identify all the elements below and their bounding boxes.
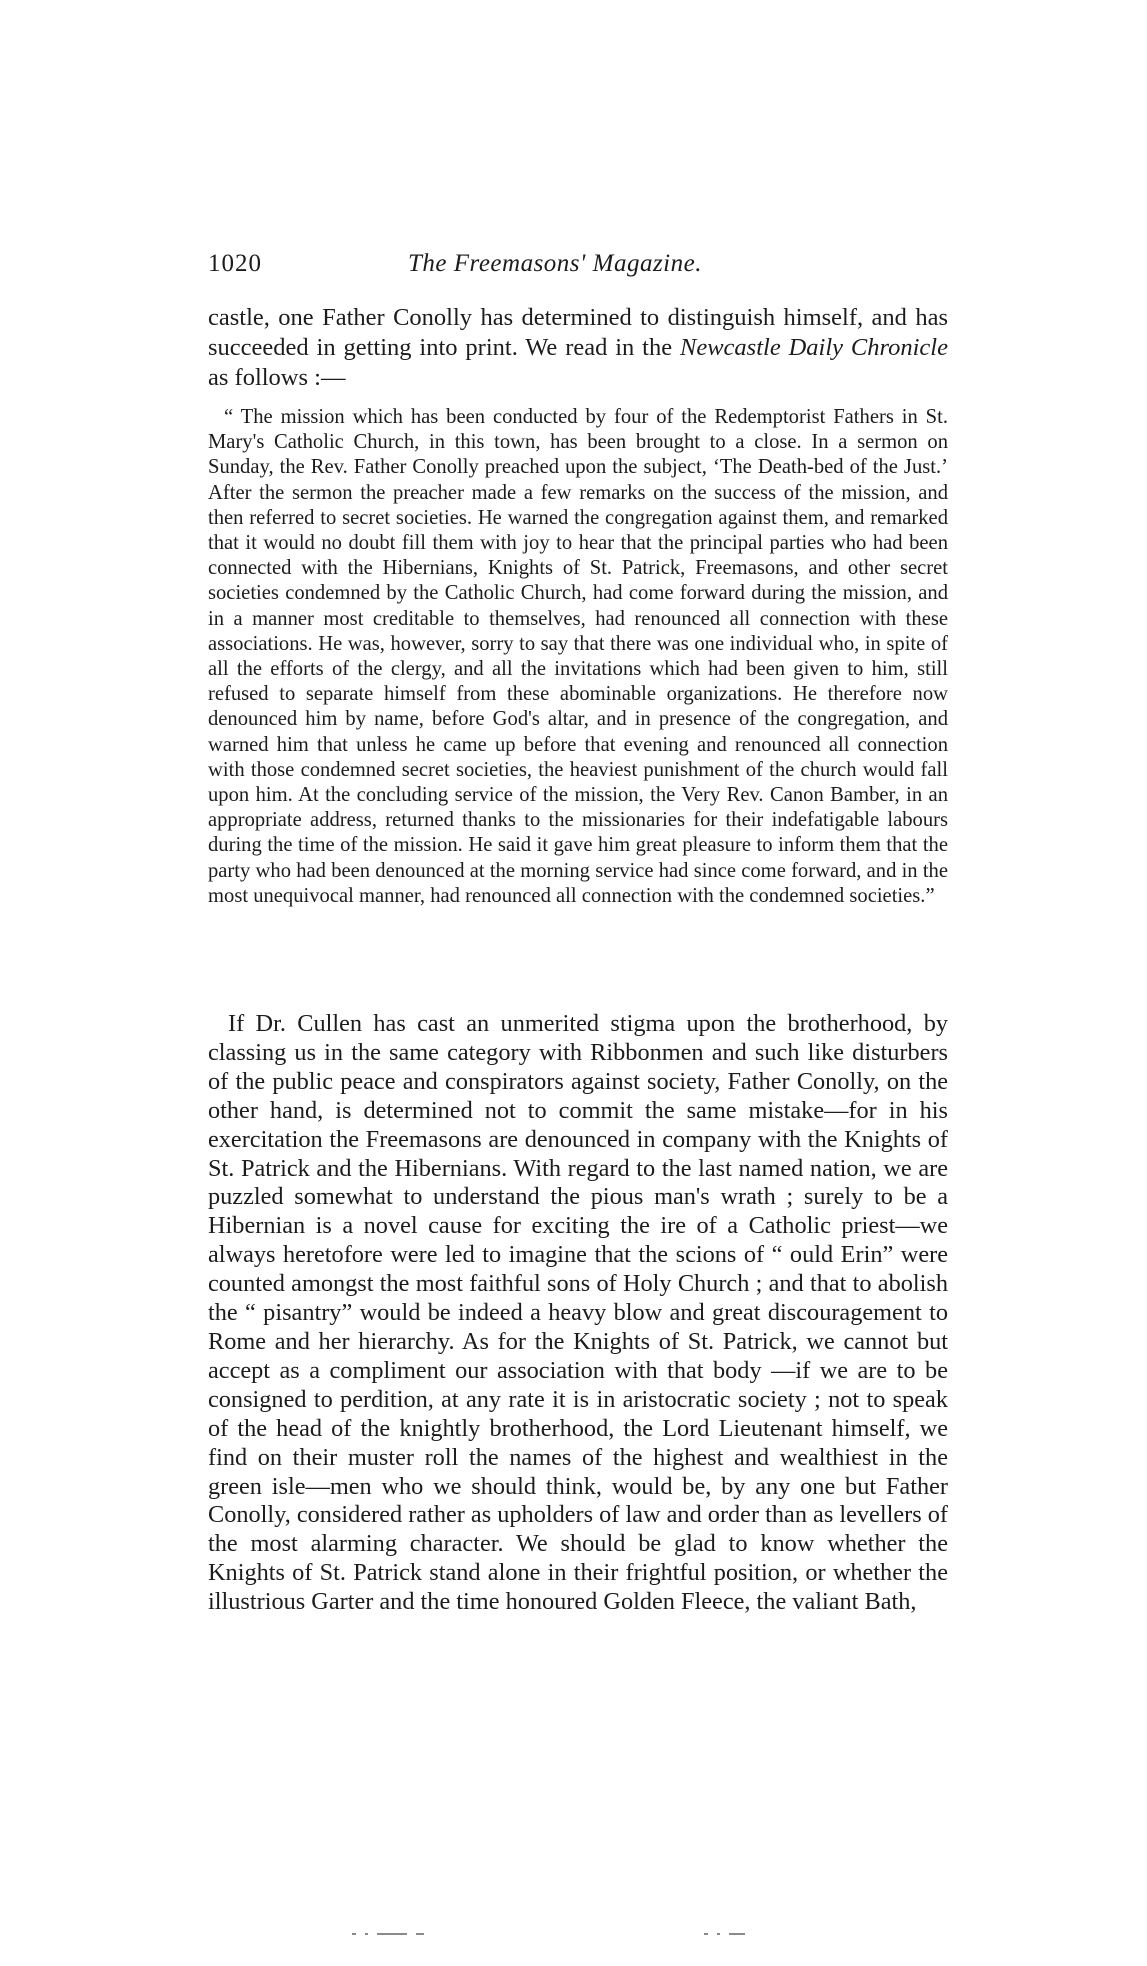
quoted-report	[208, 405, 948, 909]
running-title: The Freemasons' Magazine.	[408, 250, 702, 277]
print-specks-left	[352, 1925, 429, 1929]
commentary-paragraph	[208, 1010, 948, 1617]
speck	[704, 1933, 708, 1935]
page-header	[208, 250, 948, 290]
quoted-report-text: “ The mission which has been conducted by four of the Redemptorist Fathers in St. Mary's Catholic Church, in this town, has been brought to a close. In a sermon on Sunday, the Rev. Father Conolly preached upon the subject, ‘The Death-bed of the Just.’ After the sermon the preacher made a few remarks on the success of the mission, and then referred to secret societies. He warned the congregation against them, and remarked that it would no doubt fill them with joy to hear that the principal parties who had been connected with the Hibernians, Knights of St. Patrick, Freemasons, and other secret societies condemned by the Catholic Church, had come forward during the mission, and in a manner most creditable to themselves, had renounced all connection with these associations. He was, however, sorry to say that there was one individual who, in spite of all the efforts of the clergy, and all the invitations which had been given to him, still refused to separate himself from these abominable organizations. He therefore now denounced him by name, before God's altar, and in presence of the congregation, and warned him that unless he came up before that evening and renounced all connection with those condemned secret societies, the heaviest punishment of the church would fall upon him. At the concluding service of the mission, the Very Rev. Canon Bamber, in an appropriate address, returned thanks to the missionaries for their indefatigable labours during the time of the mission. He said it gave him great pleasure to inform them that the party who had been denounced at the morning service had since come forward, and in the most unequivocal manner, had renounced all connection with the condemned societies.”	[208, 406, 948, 907]
speck	[365, 1933, 368, 1935]
intro-text	[208, 303, 948, 393]
print-specks-right	[704, 1925, 750, 1929]
intro-text-part1: castle, one Father Conolly has determined to distinguish himself, and has succeeded in getting into print. We read in the	[208, 304, 948, 361]
intro-paragraph	[208, 303, 948, 393]
page-number: 1020	[208, 250, 262, 277]
speck	[352, 1933, 356, 1935]
speck	[377, 1933, 407, 1935]
speck	[729, 1933, 745, 1935]
newspaper-title: Newcastle Daily Chronicle	[680, 334, 948, 361]
commentary-text: If Dr. Cullen has cast an unmerited stigma upon the brotherhood, by classing us in the same category with Ribbonmen and such like disturbers of the public peace and conspirators against society, Father Conolly, on the other hand, is determined not to commit the same mistake—for in his exercitation the Freemasons are denounced in company with the Knights of St. Patrick and the Hibernians. With regard to the last named nation, we are puzzled somewhat to understand the pious man's wrath ; surely to be a Hibernian is a novel cause for exciting the ire of a Catholic priest—we always heretofore were led to imagine that the scions of “ ould Erin” were counted amongst the most faithful sons of Holy Church ; and that to abolish the “ pisantry” would be indeed a heavy blow and great discouragement to Rome and her hierarchy. As for the Knights of St. Patrick, we cannot but accept as a compliment our association with that body —if we are to be consigned to perdition, at any rate it is in aristocratic society ; not to speak of the head of the knightly brotherhood, the Lord Lieutenant himself, we find on their muster roll the names of the highest and wealthiest in the green isle—men who we should think, would be, by any one but Father Conolly, considered rather as upholders of law and order than as levellers of the most alarming character. We should be glad to know whether the Knights of St. Patrick stand alone in their frightful position, or whether the illustrious Garter and the time honoured Golden Fleece, the valiant Bath,	[208, 1010, 948, 1616]
speck	[416, 1933, 424, 1935]
speck	[717, 1933, 720, 1935]
intro-text-part2: as follows :—	[208, 364, 346, 391]
